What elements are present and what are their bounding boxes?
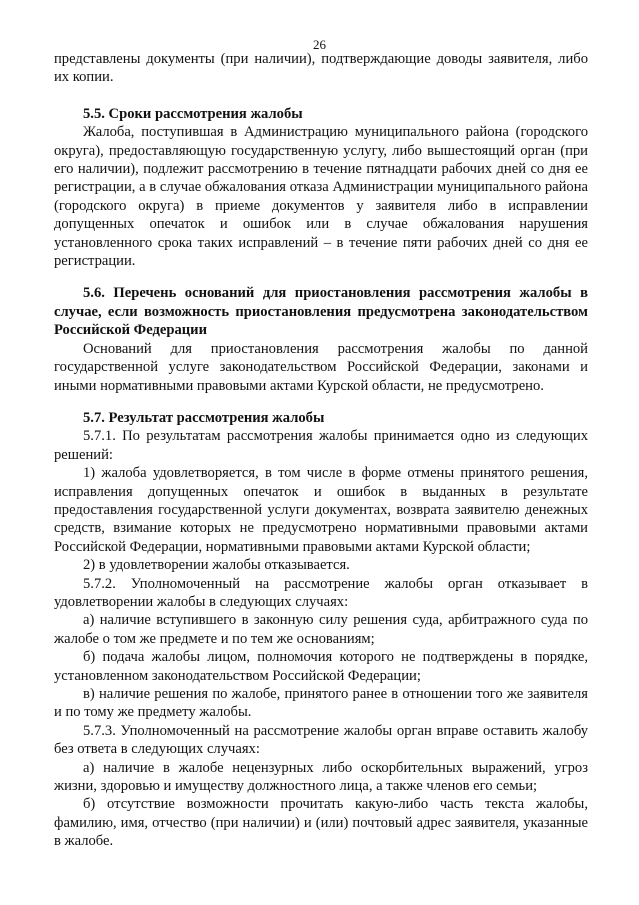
list-item-1: 1) жалоба удовлетворяется, в том числе в форме отмены принятого решения, исправления допущенных опечаток и ошибок в выданных в результате предоставления государственной услуги документах, возврата заявителю денежных средств, взимание которых не предусмотрено нормативными правовыми актами Российской Федерации, нормативными правовыми актами Курской области; — [54, 465, 588, 555]
paragraph-5-7-2: 5.7.2. Уполномоченный на рассмотрение жалобы орган отказывает в удовлетворении жалобы в следующих случаях: — [54, 575, 588, 610]
list-item-a: а) наличие вступившего в законную силу решения суда, арбитражного суда по жалобе о том же предмете и по тем же основаниям; — [54, 612, 588, 647]
page-content — [54, 50, 588, 851]
section-5-5-heading: 5.5. Сроки рассмотрения жалобы — [83, 105, 303, 122]
list-item-a-2: а) наличие в жалобе нецензурных либо оскорбительных выражений, угроз жизни, здоровью и имуществу должностного лица, а также членов его семьи; — [54, 759, 588, 795]
section-5-7-heading: 5.7. Результат рассмотрения жалобы — [83, 409, 325, 426]
page-number: 26 — [313, 37, 326, 52]
continuation-paragraph: представлены документы (при наличии), подтверждающие доводы заявителя, либо их копии. — [54, 51, 588, 86]
list-item-b-2: б) отсутствие возможности прочитать какую-либо часть текста жалобы, фамилию, имя, отчество (при наличии) и (или) почтовый адрес заявителя, указанные в жалобе. — [54, 796, 588, 850]
section-5-5-paragraph: Жалоба, поступившая в Администрацию муниципального района (городского округа), предоставляющую государственную услугу, либо вышестоящий орган (при его наличии), подлежит рассмотрению в течение пятнадцати рабочих дней со дня ее регистрации, а в случае обжалования отказа Администрации муниципального района (городского округа) в приеме документов у заявителя либо в исправлении допущенных опечаток и ошибок или в случае обжалования нарушения установленного срока таких исправлений – в течение пяти рабочих дней со дня ее регистрации. — [54, 124, 588, 270]
list-item-b: б) подача жалобы лицом, полномочия которого не подтверждены в порядке, установленном законодательством Российской Федерации; — [54, 649, 588, 684]
list-item-2: 2) в удовлетворении жалобы отказывается. — [83, 557, 350, 574]
section-5-6-paragraph: Оснований для приостановления рассмотрения жалобы по данной государственной услуге законодательством Российской Федерации, законами и иными нормативными правовыми актами Курской области, не предусмотрено. — [54, 340, 588, 394]
paragraph-5-7-3: 5.7.3. Уполномоченный на рассмотрение жалобы орган вправе оставить жалобу без ответа в следующих случаях: — [54, 722, 588, 758]
section-5-6-heading: 5.6. Перечень оснований для приостановления рассмотрения жалобы в случае, если возможность приостановления предусмотрена законодательством Российской Федерации — [54, 285, 588, 339]
paragraph-5-7-1: 5.7.1. По результатам рассмотрения жалобы принимается одно из следующих решений: — [54, 428, 588, 463]
list-item-v: в) наличие решения по жалобе, принятого ранее в отношении того же заявителя и по тому же предмету жалобы. — [54, 686, 588, 721]
